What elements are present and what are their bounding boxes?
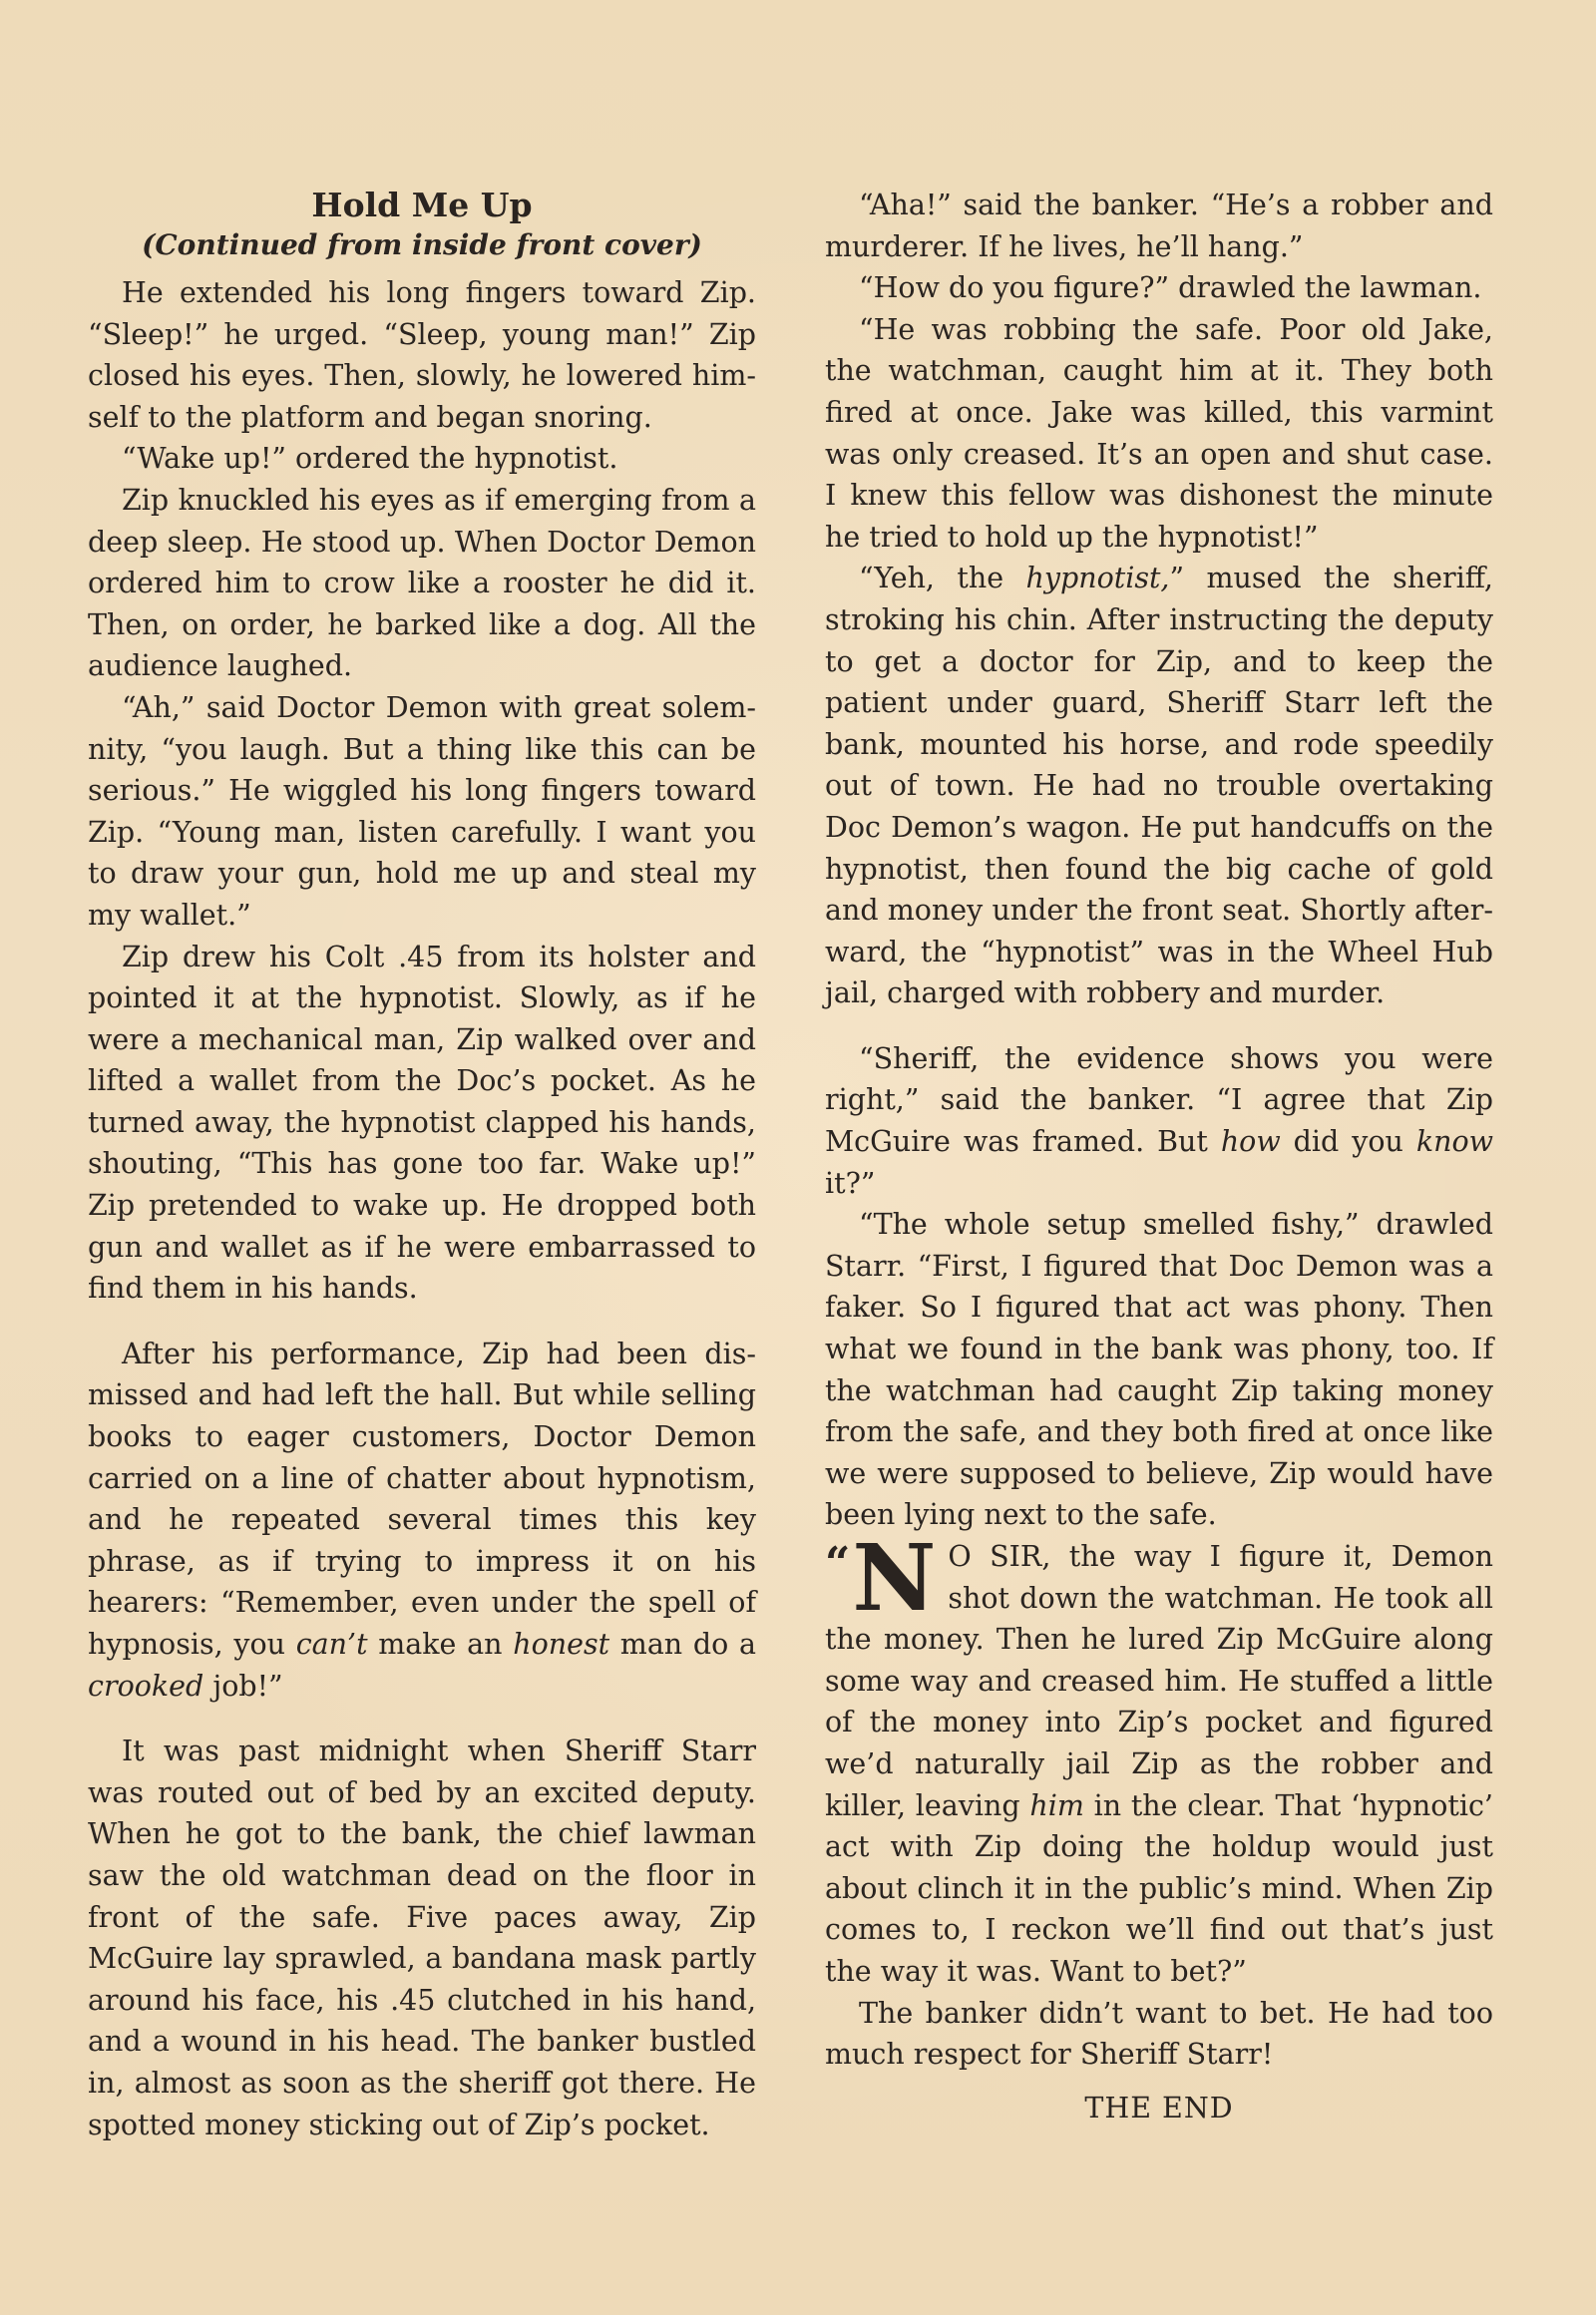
paragraph: “How do you figure?” drawled the lawman.: [859, 271, 1482, 305]
story-title: Hold Me Up: [311, 186, 533, 224]
emphasis: can’t: [295, 1628, 368, 1661]
left-column: [88, 185, 756, 2145]
paragraph: [88, 1334, 756, 1707]
paragraph: “The whole setup smelled fishy,” drawled Starr. “First, I figured that Doc Demon was a faker. So I figured that act was phony. Then what we found in the bank was phony, too. If the watchman had caught Zip taking money from the safe, and they both fired at once like we were supposed to believe, Zip would have been lying next to the safe.: [825, 1208, 1493, 1532]
text-run: job!”: [203, 1669, 283, 1703]
text-run: man do a: [609, 1628, 757, 1661]
open-quote-mark: “: [825, 1538, 851, 1589]
paragraph: [825, 1038, 1493, 1204]
text-run: O SIR, the way I figure it, Demon shot down the watchman. He took all the money. Then he lured Zip McGuire along some way and creased him. He stuffed a little of the money into Zip’s pocket and figured we’d naturally jail Zip as the robber and killer, leaving: [825, 1540, 1493, 1822]
paragraph: Zip knuckled his eyes as if emerging from a deep sleep. He stood up. When Doctor Demon ordered him to crow like a rooster he did it. Then, on order, he barked like a dog. All the audience laughed.: [88, 483, 756, 683]
paragraph: Zip drew his Colt .45 from its holster and pointed it at the hypnotist. Slowly, as if he were a mechanical man, Zip walked over and lifted a wallet from the Doc’s pocket. As he turned away, the hypnotist clapped his hands, shouting, “This has gone too far. Wake up!” Zip pretended to wake up. He dropped both gun and wallet as if he were embarrassed to find them in his hands.: [88, 940, 756, 1306]
paragraph: It was past midnight when Sheriff Starr was routed out of bed by an excited deputy. When he got to the bank, the chief lawman saw the old watchman dead on the floor in front of the safe. Five paces away, Zip McGuire lay sprawled, a bandana mask partly around his face, his .45 clutched in his hand, and a wound in his head. The banker bustled in, almost as soon as the sheriff got there. He spotted money sticking out of Zip’s pocket.: [88, 1735, 756, 2141]
right-column: [825, 185, 1493, 2128]
text-run: did you: [1280, 1125, 1416, 1159]
paragraph: The banker didn’t want to bet. He had too much respect for Sheriff Starr!: [825, 1996, 1493, 2072]
paragraph: He extended his long fingers toward Zip. “Sleep!” he urged. “Sleep, young man!” Zip closed his eyes. Then, slowly, he lowered himself to the platform and began snoring.: [88, 276, 756, 434]
paragraph: “Ah,” said Doctor Demon with great solemnity, “you laugh. But a thing like this can be serious.” He wiggled his long fingers toward Zip. “Young man, listen carefully. I want you to draw your gun, hold me up and steal my my wallet.”: [88, 690, 756, 932]
text-run: “Sheriff, the evidence shows you were right,” said the banker. “I agree that Zip McGuire was framed. But: [825, 1041, 1493, 1159]
paragraph: [825, 558, 1493, 1014]
paragraph: “Wake up!” ordered the hypnotist.: [122, 442, 618, 476]
paragraph: [825, 1524, 1493, 1993]
emphasis: him: [1029, 1788, 1084, 1822]
emphasis: honest: [513, 1628, 610, 1661]
text-run: “Yeh, the: [859, 562, 1026, 595]
emphasis: how: [1220, 1125, 1281, 1159]
paragraph: “He was robbing the safe. Poor old Jake, the watchman, caught him at it. They both fired at once. Jake was killed, this varmint was only creased. It’s an open and shut case. I knew this fellow was dishonest the minute he tried to hold up the hypnotist!”: [825, 312, 1493, 554]
emphasis: crooked: [88, 1669, 204, 1703]
text-run: ” mused the sheriff, stroking his chin. After instructing the deputy to get a doctor for Zip, and to keep the patient under guard, Sheriff Starr left the bank, mounted his horse, and rode speedily out of town. He had no trouble overtaking Doc Demon’s wagon. He put handcuffs on the hypnotist, then found the big cache of gold and money under the front seat. Shortly afterward, the “hypnotist” was in the Wheel Hub jail, charged with robbery and murder.: [825, 562, 1493, 1010]
emphasis: know: [1415, 1125, 1493, 1159]
text-run: it?”: [825, 1166, 876, 1200]
text-run: After his performance, Zip had been dismissed and had left the hall. But while selling books to eager customers, Doctor Demon carried on a line of chatter about hypnotism, and he repeated several times this key phrase, as if trying to impress it on his hearers: “Remember, even under the spell of hypnosis, you: [88, 1337, 756, 1661]
drop-cap: N: [852, 1524, 937, 1632]
text-run: in the clear. That ‘hypnotic’ act with Zip doing the holdup would just about clinch it in the public’s mind. When Zip comes to, I reckon we’ll find out that’s just the way it was. Want to bet?”: [825, 1788, 1493, 1988]
the-end: THE END: [1084, 2091, 1234, 2124]
text-run: make an: [367, 1628, 514, 1661]
emphasis: hypnotist,: [1025, 562, 1170, 595]
continuation-note: (Continued from inside front cover): [142, 228, 702, 261]
paragraph: “Aha!” said the banker. “He’s a robber and murderer. If he lives, he’ll hang.”: [825, 189, 1493, 263]
